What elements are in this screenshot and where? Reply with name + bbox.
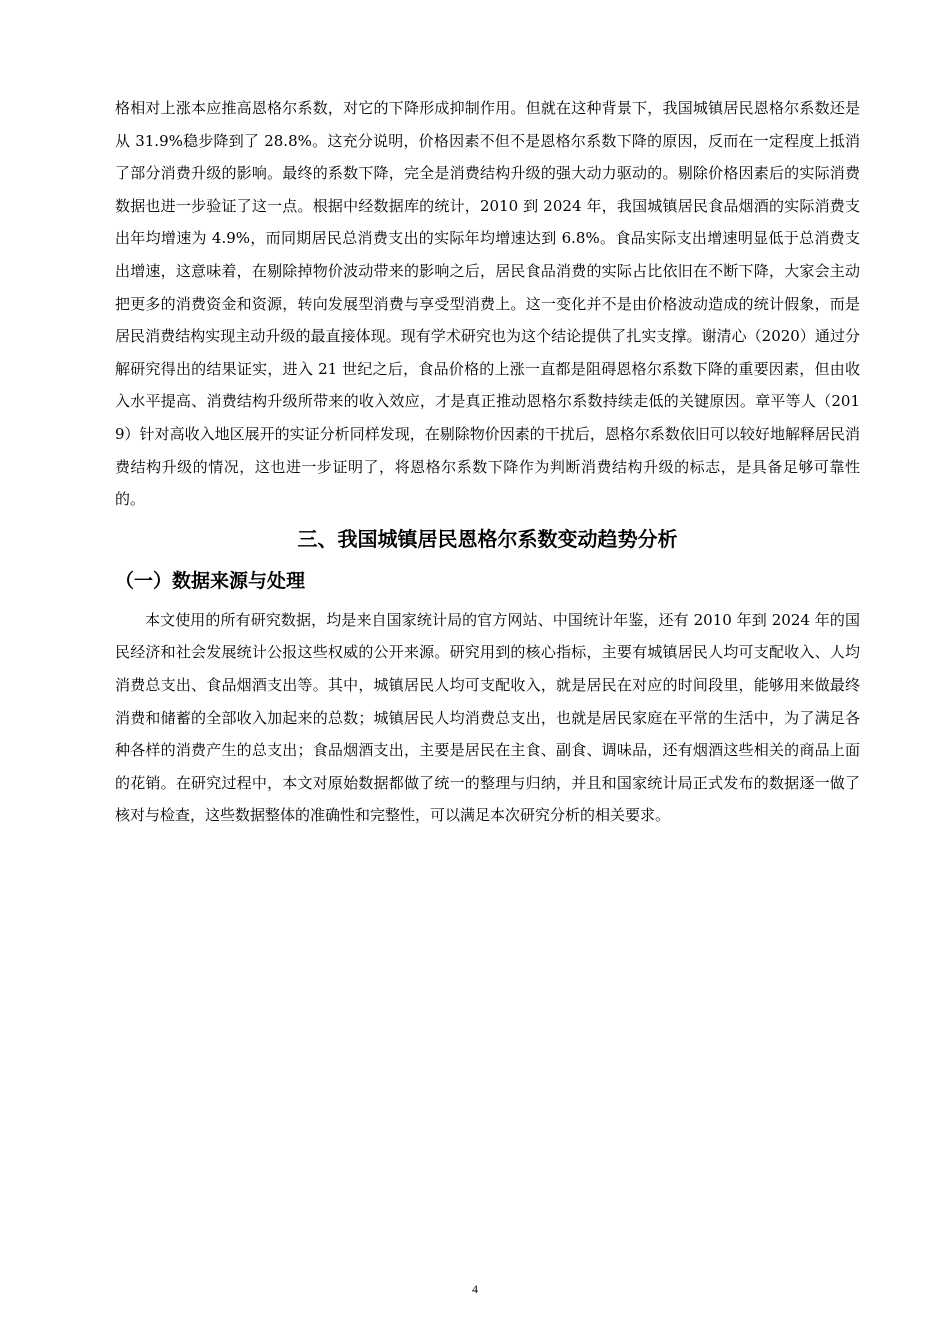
subsection-heading: （一）数据来源与处理 xyxy=(115,569,306,592)
body-paragraph: 格相对上涨本应推高恩格尔系数，对它的下降形成抑制作用。但就在这种背景下，我国城镇居民恩格尔系数还是从 31.9%稳步降到了 28.8%。这充分说明，价格因素不但不是恩格尔系数下降的原因，反而在一定程度上抵消了部分消费升级的影响。最终的系数下降，完全是消费结构升级的强大动力驱动的。剔除价格因素后的实际消费数据也进一步验证了这一点。根据中经数据库的统计，2010 到 2024 年，我国城镇居民食品烟酒的实际消费支出年均增速为 4.9%，而同期居民总消费支出的实际年均增速达到 6.8%。食品实际支出增速明显低于总消费支出增速，这意味着，在剔除掉物价波动带来的影响之后，居民食品消费的实际占比依旧在不断下降，大家会主动把更多的消费资金和资源，转向发展型消费与享受型消费上。这一变化并不是由价格波动造成的统计假象，而是居民消费结构实现主动升级的最直接体现。现有学术研究也为这个结论提供了扎实支撑。谢清心（2020）通过分解研究得出的结果证实，进入 21 世纪之后，食品价格的上涨一直都是阻碍恩格尔系数下降的重要因素，但由收入水平提高、消费结构升级所带来的收入效应，才是真正推动恩格尔系数持续走低的关键原因。章平等人（2019）针对高收入地区展开的实证分析同样发现，在剔除物价因素的干扰后，恩格尔系数依旧可以较好地解释居民消费结构升级的情况，这也进一步证明了，将恩格尔系数下降作为判断消费结构升级的标志，是具备足够可靠性的。 xyxy=(115,99,860,509)
body-paragraph: 本文使用的所有研究数据，均是来自国家统计局的官方网站、中国统计年鉴，还有 2010 年到 2024 年的国民经济和社会发展统计公报这些权威的公开来源。研究用到的核心指标，主要有城镇居民人均可支配收入、人均消费总支出、食品烟酒支出等。其中，城镇居民人均可支配收入，就是居民在对应的时间段里，能够用来做最终消费和储蓄的全部收入加起来的总数；城镇居民人均消费总支出，也就是居民家庭在平常的生活中，为了满足各种各样的消费产生的总支出；食品烟酒支出，主要是居民在主食、副食、调味品，还有烟酒这些相关的商品上面的花销。在研究过程中，本文对原始数据都做了统一的整理与归纳，并且和国家统计局正式发布的数据逐一做了核对与检查，这些数据整体的准确性和完整性，可以满足本次研究分析的相关要求。 xyxy=(115,610,860,825)
section-heading: 三、我国城镇居民恩格尔系数变动趋势分析 xyxy=(297,526,678,551)
page-number: 4 xyxy=(472,1282,478,1296)
document-page xyxy=(115,92,860,832)
